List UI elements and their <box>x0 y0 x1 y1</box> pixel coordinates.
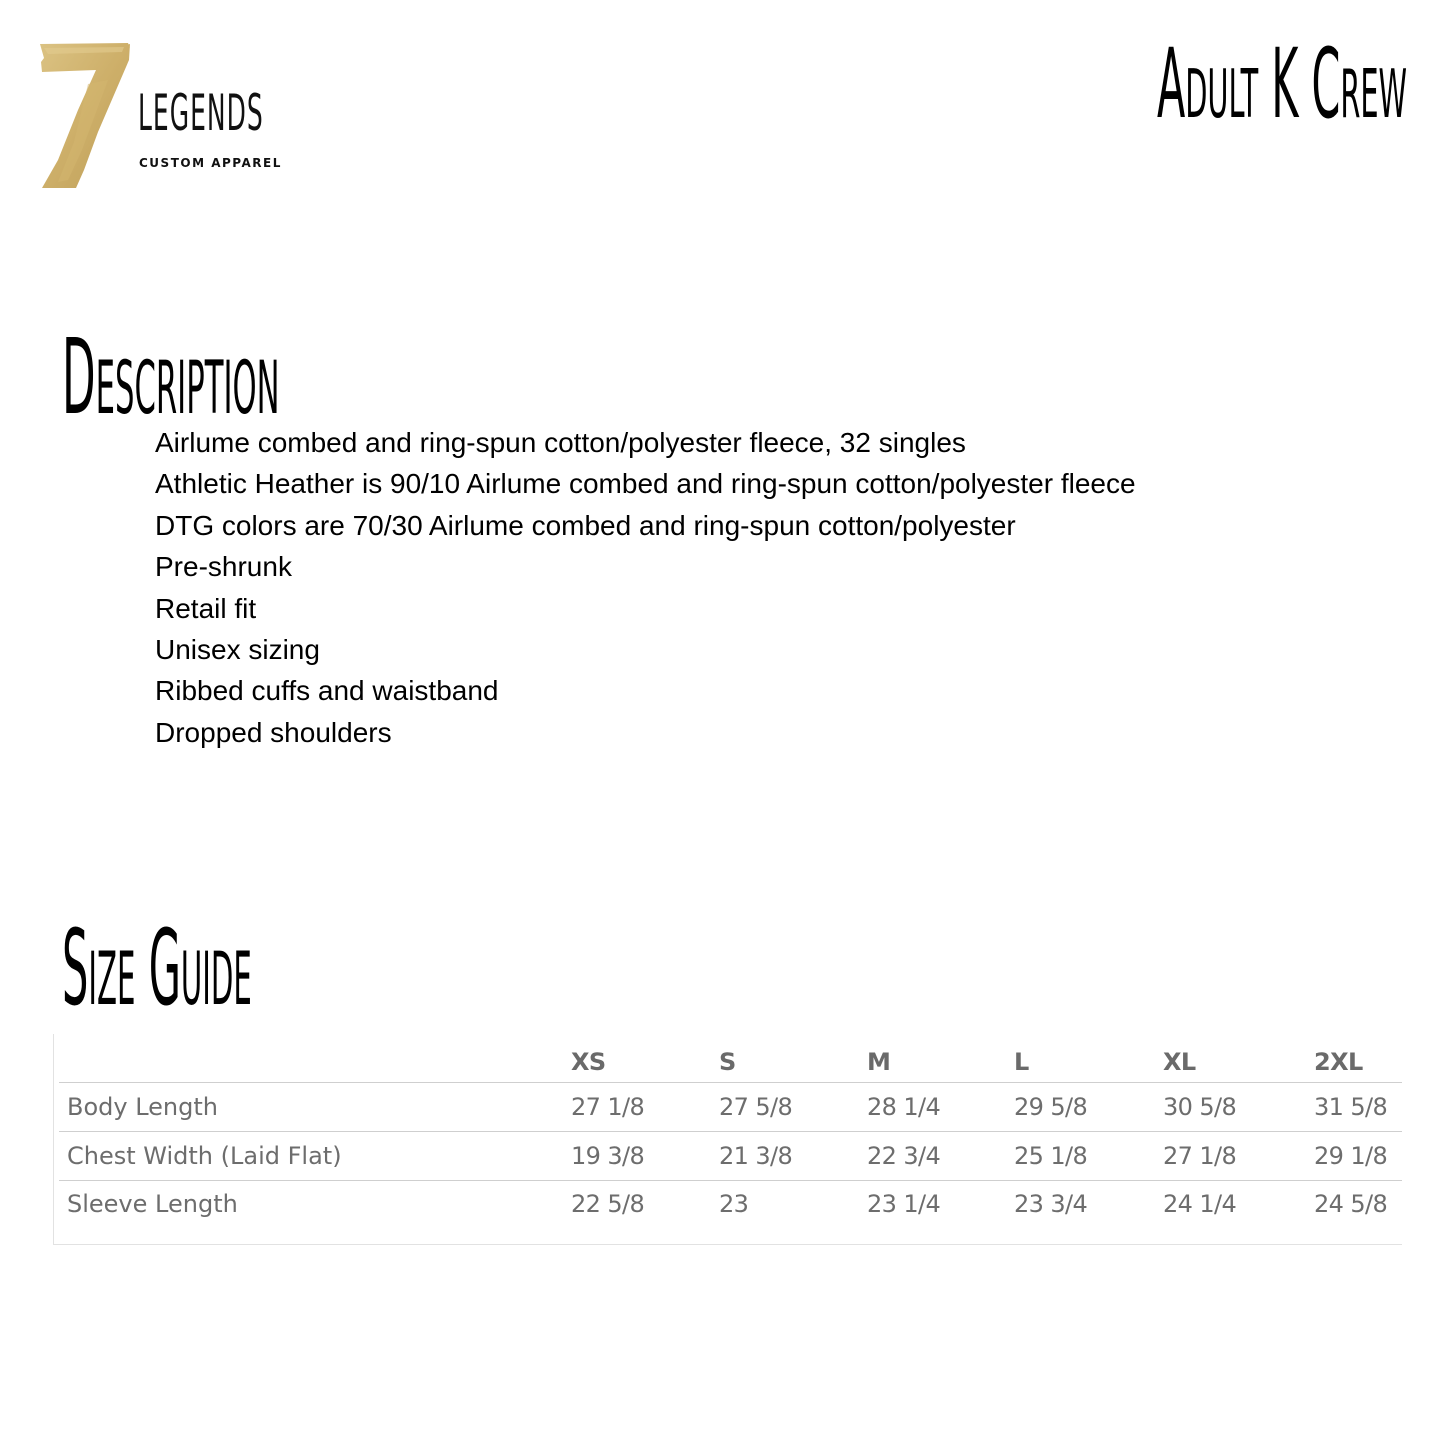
table-row <box>59 1132 1402 1181</box>
description-item: Pre-shrunk <box>155 551 292 583</box>
size-value: 23 <box>719 1190 749 1218</box>
size-column-header: 2XL <box>1314 1048 1363 1076</box>
size-value: 22 3/4 <box>867 1142 941 1170</box>
description-item: Dropped shoulders <box>155 716 392 748</box>
size-value: 23 3/4 <box>1014 1190 1088 1218</box>
size-column-header: M <box>867 1048 891 1076</box>
size-value: 27 1/8 <box>571 1093 645 1121</box>
description-item: Unisex sizing <box>155 634 320 666</box>
page-title: Adult K Crew <box>1157 28 1408 140</box>
description-item: Athletic Heather is 90/10 Airlume combed and ring-spun cotton/polyester fleece <box>155 468 1136 500</box>
size-value: 27 1/8 <box>1163 1142 1237 1170</box>
size-value: 24 1/4 <box>1163 1190 1237 1218</box>
size-column-header: XL <box>1163 1048 1196 1076</box>
size-value: 29 1/8 <box>1314 1142 1388 1170</box>
size-value: 29 5/8 <box>1014 1093 1088 1121</box>
size-value: 25 1/8 <box>1014 1142 1088 1170</box>
size-value: 30 5/8 <box>1163 1093 1237 1121</box>
size-value: 21 3/8 <box>719 1142 793 1170</box>
description-item: Ribbed cuffs and waistband <box>155 675 499 707</box>
table-row <box>59 1180 1402 1228</box>
size-table-header-row <box>59 1040 1402 1083</box>
description-heading: Description <box>62 316 280 438</box>
row-label: Chest Width (Laid Flat) <box>67 1142 342 1170</box>
size-value: 23 1/4 <box>867 1190 941 1218</box>
size-value: 27 5/8 <box>719 1093 793 1121</box>
size-value: 31 5/8 <box>1314 1093 1388 1121</box>
size-column-header: S <box>719 1048 736 1076</box>
description-item: DTG colors are 70/30 Airlume combed and ring-spun cotton/polyester <box>155 509 1016 541</box>
brand-logo <box>38 40 282 190</box>
description-list <box>155 422 1136 753</box>
size-table <box>53 1034 1402 1245</box>
size-value: 28 1/4 <box>867 1093 941 1121</box>
size-value: 24 5/8 <box>1314 1190 1388 1218</box>
row-label: Sleeve Length <box>67 1190 238 1218</box>
description-item: Airlume combed and ring-spun cotton/polyester fleece, 32 singles <box>155 427 966 458</box>
table-row <box>59 1083 1402 1132</box>
size-column-header: XS <box>571 1048 606 1076</box>
size-column-header: L <box>1014 1048 1029 1076</box>
row-label: Body Length <box>67 1093 218 1121</box>
logo-subtitle: CUSTOM APPAREL <box>139 156 282 170</box>
size-value: 19 3/8 <box>571 1142 645 1170</box>
logo-wordmark: LEGENDS <box>138 84 264 142</box>
size-guide-heading: Size Guide <box>62 907 252 1029</box>
description-item: Retail fit <box>155 592 257 624</box>
size-value: 22 5/8 <box>571 1190 645 1218</box>
